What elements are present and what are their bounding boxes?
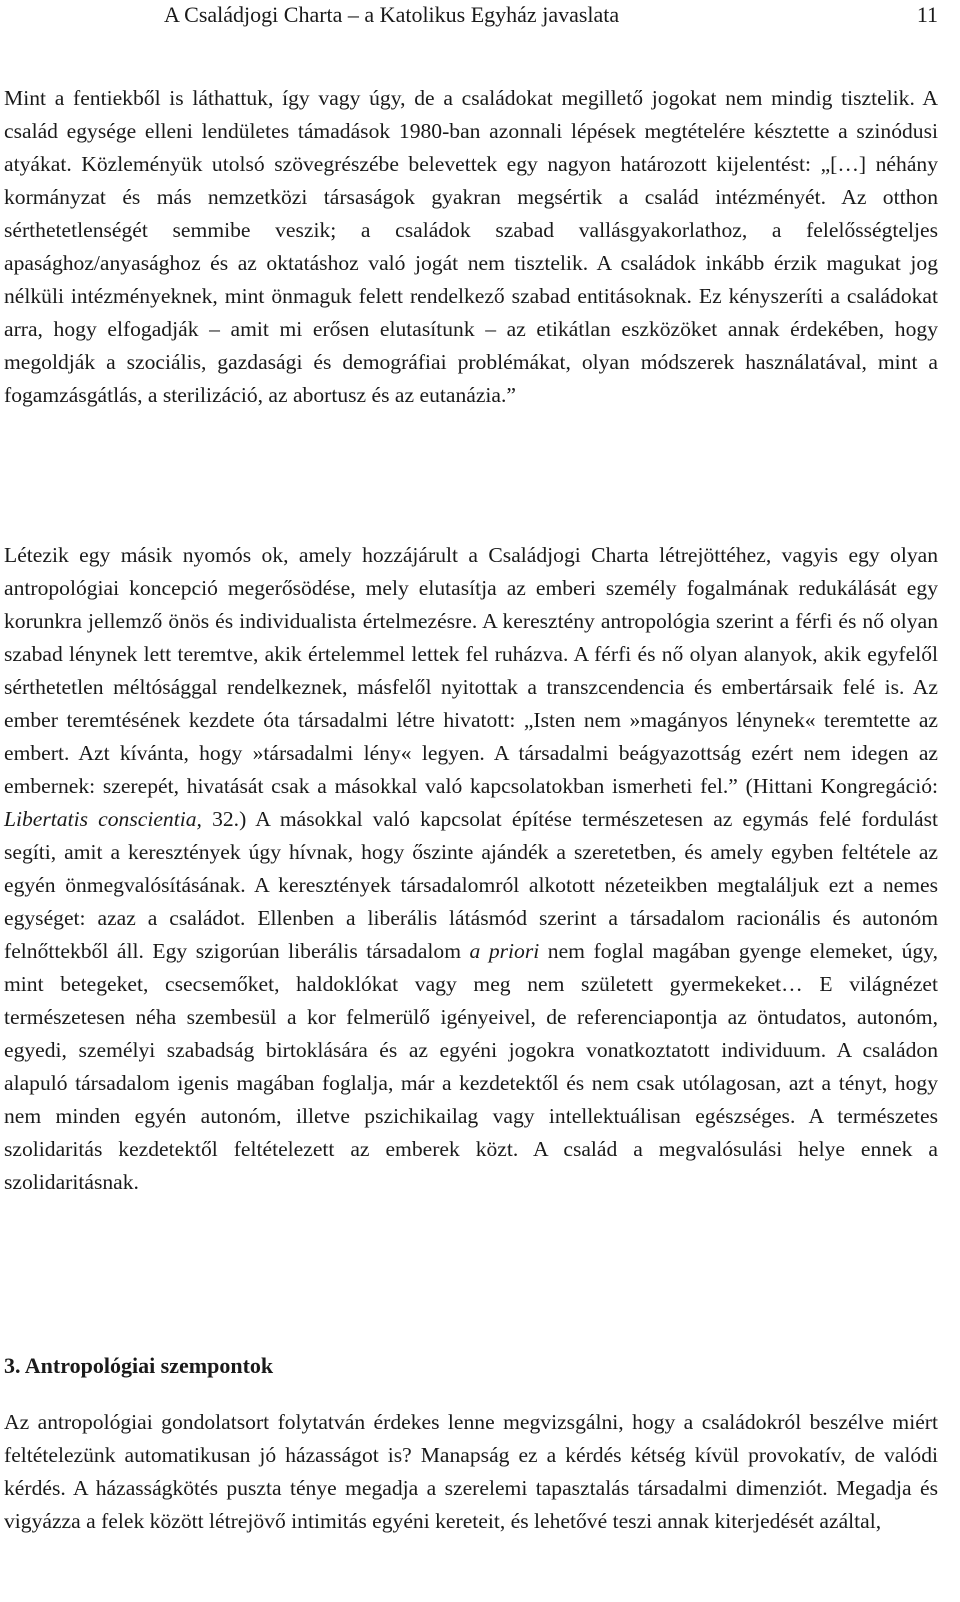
page-number: 11 xyxy=(916,2,938,27)
paragraph-2-text-a: Létezik egy másik nyomós ok, amely hozzájárult a Családjogi Charta létrejöttéhez, vagyis egy olyan antropológiai koncepció megerősödése, mely elutasítja az emberi személy fogalmának redukálását egy korunkra jellemző önös és individualista értelmezésre. A keresztény antropológia szerint a férfi és nő olyan szabad lénynek lett teremtve, akik értelemmel lettek fel ruházva. A férfi és nő olyan alanyok, akik egyfelől sérthetetlen méltósággal rendelkeznek, másfelől nyitottak a transzcendencia és embertársaik felé is. Az ember teremtésének kezdete óta társadalmi létre hivatott: „Isten nem »magányos lénynek« teremtette az embert. Azt kívánta, hogy »társadalmi lény« legyen. A társadalmi beágyazottság ezért nem idegen az embernek: szerepét, hivatását csak a másokkal való kapcsolatokban ismerheti fel.” (Hittani Kongregáció: xyxy=(4,543,938,798)
paragraph-2 xyxy=(4,539,938,1199)
running-header xyxy=(4,2,938,32)
paragraph-2-text-b: 32.) A másokkal való kapcsolat építése természetesen az egymás felé fordulást segíti, amit a keresztények úgy hívnak, hogy őszinte ajándék a szeretetben, és amely egyben feltétele az egyén önmegvalósításának. A keresztények társadalomról alkotott nézeteikben megtaláljuk ezt a nemes egységet: azaz a családot. Ellenben a liberális látásmód szerint a társadalom racionális és autonóm felnőttekből áll. Egy szigorúan liberális társadalom xyxy=(4,807,938,963)
paragraph-2-text-c: nem foglal magában gyenge elemeket, úgy, mint betegeket, csecsemőket, haldoklókat vagy meg nem született gyermekeket… E világnézet természetesen néha szembesül a kor felmerülő igényeivel, de referenciapontja az öntudatos, autonóm, egyedi, személyi szabadság birtoklására és az egyéni jogokra vonatkoztatott individuum. A családon alapuló társadalom igenis magában foglalja, már a kezdetektől és nem csak utólagosan, azt a tényt, hogy nem minden egyén autonóm, illetve pszichikailag vagy intellektuálisan egészséges. A természetes szolidaritás kezdetektől feltételezett az emberek közt. A család a megvalósulási helye ennek a szolidaritásnak. xyxy=(4,939,938,1194)
section-heading: 3. Antropológiai szempontok xyxy=(4,1353,274,1378)
paragraph-1: Mint a fentiekből is láthattuk, így vagy úgy, de a családokat megillető jogokat nem mindig tisztelik. A család egysége elleni lendületes támadások 1980-ban azonnali lépések megtételére késztette a szinódusi atyákat. Közleményük utolsó szövegrészébe belevettek egy nagyon határozott kijelentést: „[…] néhány kormányzat és más nemzetközi társaságok gyakran megsértik a család intézményét. Az otthon sérthetetlenségét semmibe veszik; a családok szabad vallásgyakorlathoz, a felelősségteljes apasághoz/anyasághoz és az oktatáshoz való jogát nem tisztelik. A családok inkább érzik magukat jog nélküli intézményeknek, mint önmaguk felett rendelkező szabad entitásoknak. Ez kényszeríti a családokat arra, hogy elfogadják – amit mi erősen elutasítunk – az etikátlan eszközöket annak érdekében, hogy megoldják a szociális, gazdasági és demográfiai problémákat, olyan módszerek használatával, mint a fogamzásgátlás, a sterilizáció, az abortusz és az eutanázia.” xyxy=(4,86,938,407)
paragraph-3: Az antropológiai gondolatsort folytatván érdekes lenne megvizsgálni, hogy a családokról beszélve miért feltételezünk automatikusan jó házasságot is? Manapság ez a kérdés kétség kívül provokatív, de valódi kérdés. A házasságkötés puszta ténye megadja a szerelemi tapasztalás társadalmi dimenziót. Megadja és vigyázza a felek között létrejövő intimitás egyéni kereteit, és lehetővé teszi annak kiterjedését azáltal, xyxy=(4,1410,938,1533)
italic-a-priori: a priori xyxy=(469,939,540,963)
citation-title-libertatis: Libertatis conscientia, xyxy=(4,807,202,831)
running-title: A Családjogi Charta – a Katolikus Egyház javaslata xyxy=(164,2,620,27)
